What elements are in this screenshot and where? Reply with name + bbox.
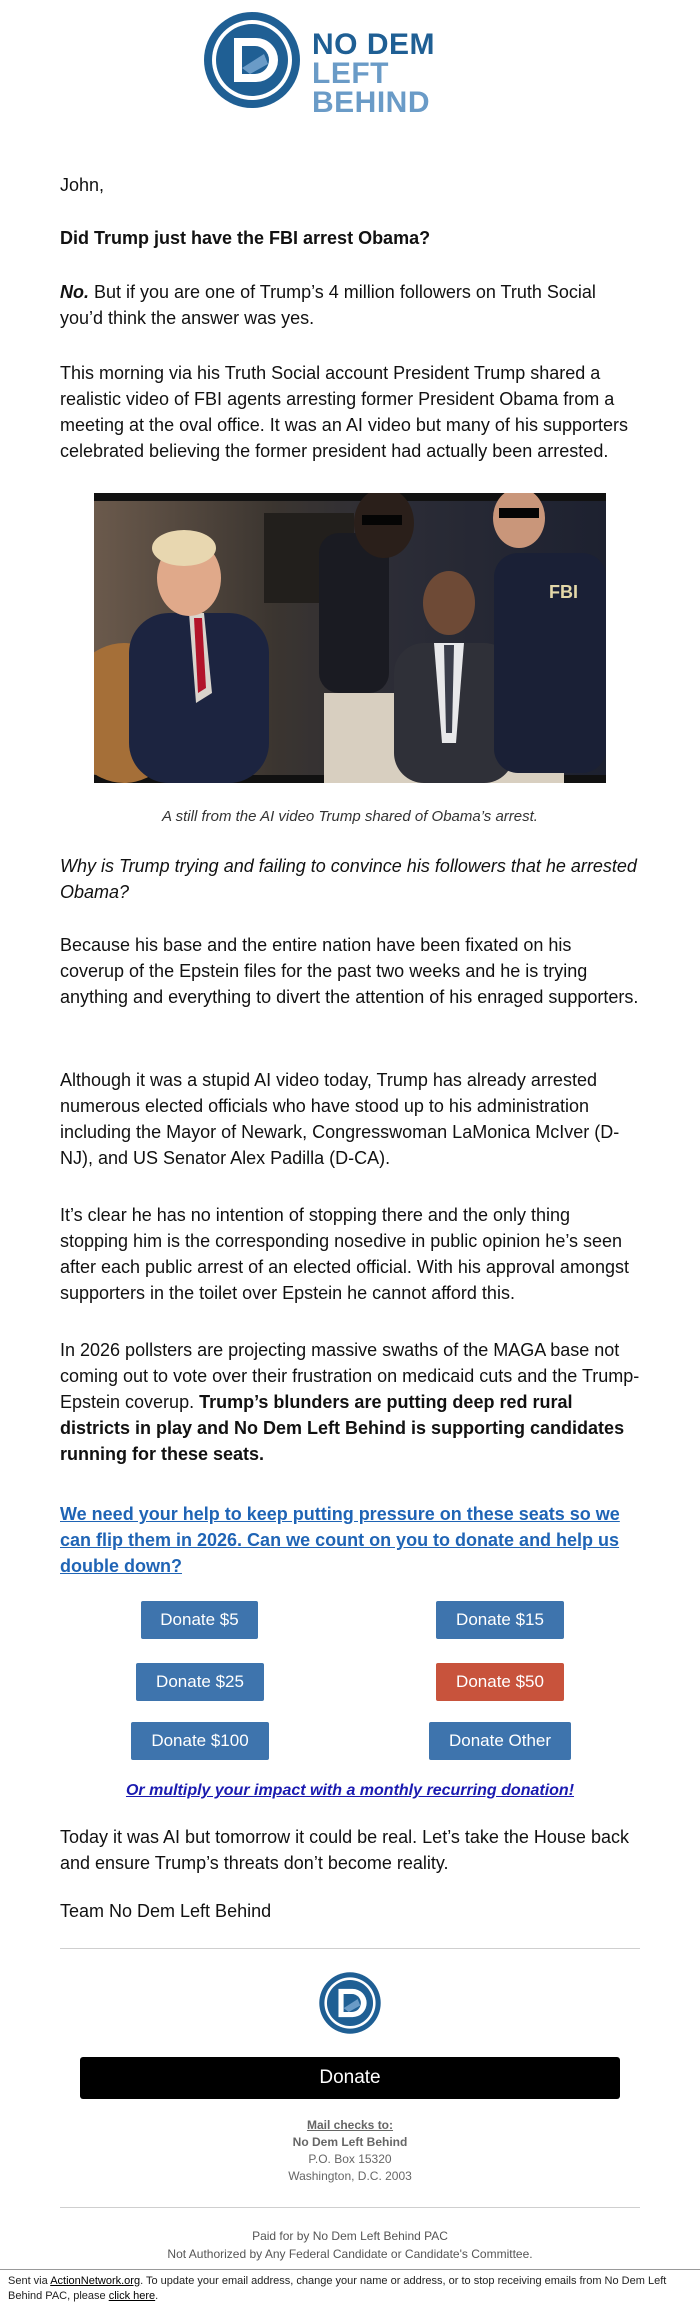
footer-logo-d-icon [318,1971,382,2035]
mail-heading: Mail checks to: [306,2118,394,2132]
headline: Did Trump just have the FBI arrest Obama? [60,228,431,248]
paid-for-block [0,2227,700,2263]
paragraph-6-text: In 2026 pollsters are projecting massive swaths of the MAGA base not coming out to vote over their frustration on medicaid cuts and the Trump-Epstein coverup. [60,1340,640,1412]
logo-wordmark [312,30,502,117]
paragraph-6 [60,1337,640,1467]
paragraph-7: Today it was AI but tomorrow it could be real. Let’s take the House back and ensure Trump’s threats don’t become reality. [60,1827,629,1873]
question-2: Why is Trump trying and failing to convince his followers that he arrested Obama? [60,856,637,902]
paragraph-4: Although it was a stupid AI video today, Trump has already arrested numerous elected officials who have stood up to his administration including the Mayor of Newark, Congresswoman LaMonica McIver (D-NJ), and US Senator Alex Padilla (D-CA). [60,1070,620,1168]
email-header [0,0,700,119]
image-caption: A still from the AI video Trump shared of Obama’s arrest. [162,808,538,825]
brand-logo[interactable] [202,10,502,119]
donate-5-button[interactable]: Donate $5 [141,1601,258,1639]
paragraph-6-bold: Trump’s blunders are putting deep red rural districts in play and No Dem Left Behind is supporting candidates running for these seats. [60,1392,625,1464]
paragraph-1-rest: But if you are one of Trump’s 4 million followers on Truth Social you’d think the answer was yes. [60,282,596,328]
logo-line2: LEFT BEHIND [312,57,431,119]
donate-cta-link[interactable]: We need your help to keep putting pressure on these seats so we can flip them in 2026. Can we count on you to donate and help us double down? [60,1504,620,1576]
divider-2 [60,2207,640,2208]
video-still-image[interactable] [94,493,606,783]
po-box: P.O. Box 15320 [308,2152,392,2166]
not-authorized-text: Not Authorized by Any Federal Candidate or Candidate's Committee. [167,2247,533,2261]
paragraph-2: This morning via his Truth Social account President Trump shared a realistic video of FBI agents arresting former President Obama from a meeting at the oval office. It was an AI video but many of his supporters celebrated believing the former president had actually been arrested. [60,363,628,461]
end-period: . [155,2290,159,2302]
paragraph-3: Because his base and the entire nation have been fixated on his coverup of the Epstein files for the past two weeks and he is trying anything and everything to divert the attention of his enraged supporters. [60,935,639,1007]
footer-logo[interactable] [318,1971,382,2035]
city-line: Washington, D.C. 2003 [288,2169,412,2183]
donate-50-button[interactable]: Donate $50 [436,1663,564,1701]
sent-via-text: Sent via [8,2275,51,2287]
footer-donate-button[interactable]: Donate [80,2057,620,2099]
actionnetwork-link[interactable]: ActionNetwork.org [50,2275,141,2287]
click-here-link[interactable]: click here [108,2290,156,2302]
unsubscribe-footer [0,2269,700,2308]
signoff: Team No Dem Left Behind [60,1901,272,1921]
fbi-label: FBI [549,582,578,602]
donate-100-button[interactable]: Donate $100 [131,1722,269,1760]
paragraph-1 [60,279,640,331]
logo-d-icon [202,10,302,110]
donate-other-button[interactable]: Donate Other [429,1722,571,1760]
donate-15-button[interactable]: Donate $15 [436,1601,564,1639]
org-name: No Dem Left Behind [292,2135,408,2149]
mail-checks-block [0,2117,700,2185]
video-still-illustration [94,493,606,783]
paragraph-1-lead: No. [60,282,89,302]
paid-for-text: Paid for by No Dem Left Behind PAC [252,2229,448,2243]
monthly-donation-link[interactable]: Or multiply your impact with a monthly recurring donation! [125,1782,575,1799]
divider [60,1948,640,1949]
logo-line1: NO DEM [312,28,435,61]
paragraph-5: It’s clear he has no intention of stopping there and the only thing stopping him is the corresponding nosedive in public opinion he’s seen after each public arrest of an elected official. With his approval amongst supporters in the toilet over Epstein he cannot afford this. [60,1205,629,1303]
unsubscribe-text: . To update your email address, change your name or address, or to stop receiving emails from No Dem Left Behind PAC, please [8,2275,667,2302]
greeting: John, [60,175,105,195]
donate-25-button[interactable]: Donate $25 [136,1663,264,1701]
